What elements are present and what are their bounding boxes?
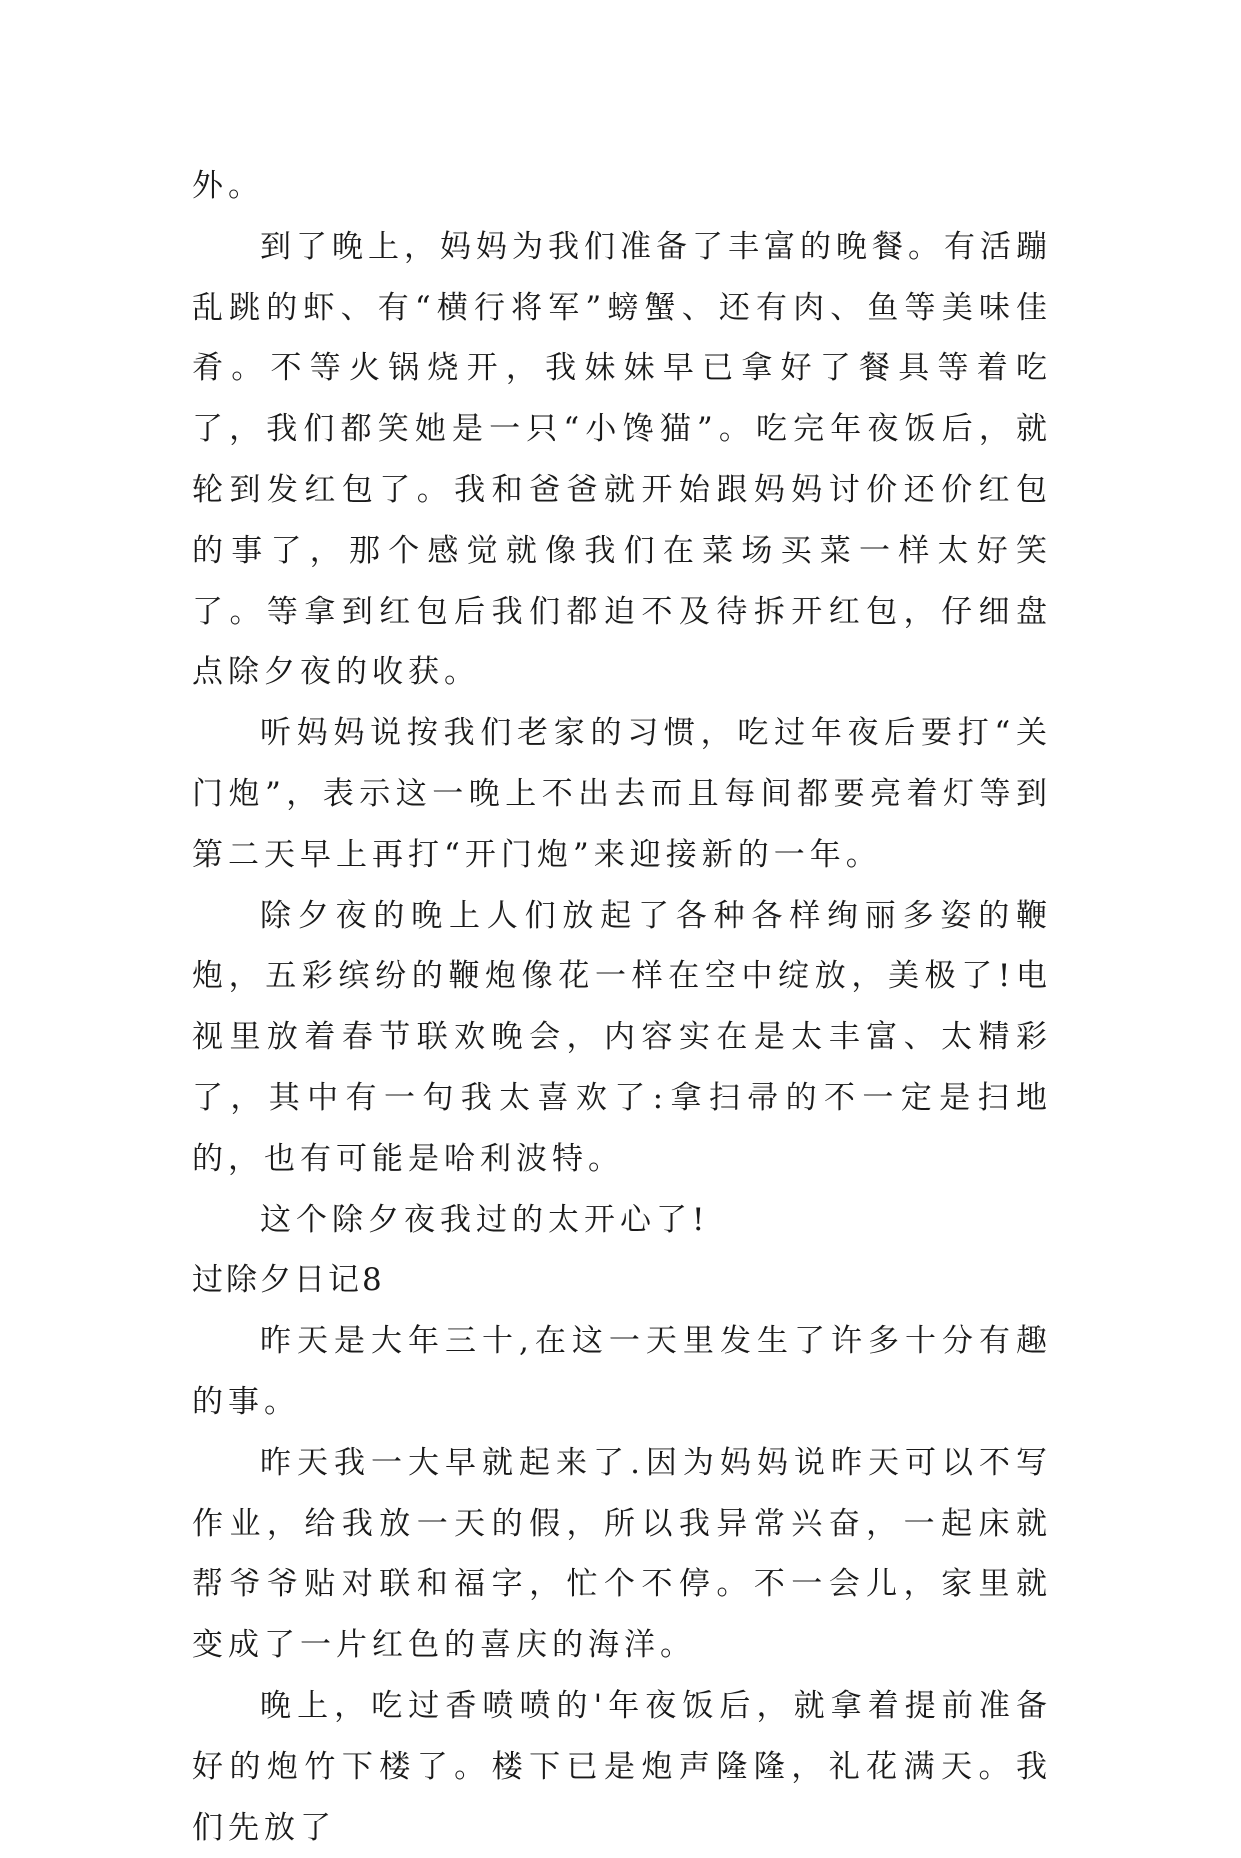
paragraph-new-year-eve: 昨天是大年三十,在这一天里发生了许多十分有趣的事。 [192, 1323, 1052, 1420]
section-heading: 过除夕日记8 [192, 1262, 385, 1299]
paragraph-happy: 这个除夕夜我过的太开心了! [260, 1201, 710, 1238]
paragraph-evening: 晚上，吃过香喷喷的'年夜饭后，就拿着提前准备好的炮竹下楼了。楼下已是炮声隆隆，礼花满天。我们先放了 [192, 1687, 1052, 1846]
paragraph-custom: 听妈妈说按我们老家的习惯，吃过年夜后要打“关门炮”，表示这一晚上不出去而且每间都要亮着灯等到第二天早上再打“开门炮”来迎接新的一年。 [192, 715, 1052, 873]
paragraph-morning: 昨天我一大早就起来了.因为妈妈说昨天可以不写作业，给我放一天的假，所以我异常兴奋，一起床就帮爷爷贴对联和福字，忙个不停。不一会儿，家里就变成了一片红色的喜庆的海洋。 [192, 1444, 1052, 1664]
paragraph-dinner: 到了晚上，妈妈为我们准备了丰富的晚餐。有活蹦乱跳的虾、有“横行将军”螃蟹、还有肉、鱼等美味佳肴。不等火锅烧开，我妹妹早已拿好了餐具等着吃了，我们都笑她是一只“小馋猫”。吃完年夜饭后，就轮到发红包了。我和爸爸就开始跟妈妈讨价还价红包的事了，那个感觉就像我们在菜场买菜一样太好笑了。等拿到红包后我们都迫不及待拆开红包，仔细盘点除夕夜的收获。 [192, 228, 1052, 691]
paragraph-fireworks: 除夕夜的晚上人们放起了各种各样绚丽多姿的鞭炮，五彩缤纷的鞭炮像花一样在空中绽放，美极了!电视里放着春节联欢晚会，内容实在是太丰富、太精彩了，其中有一句我太喜欢了:拿扫帚的不一定是扫地的，也有可能是哈利波特。 [192, 897, 1052, 1177]
paragraph-continuation: 外。 [192, 168, 264, 204]
document-page [192, 156, 1052, 1858]
